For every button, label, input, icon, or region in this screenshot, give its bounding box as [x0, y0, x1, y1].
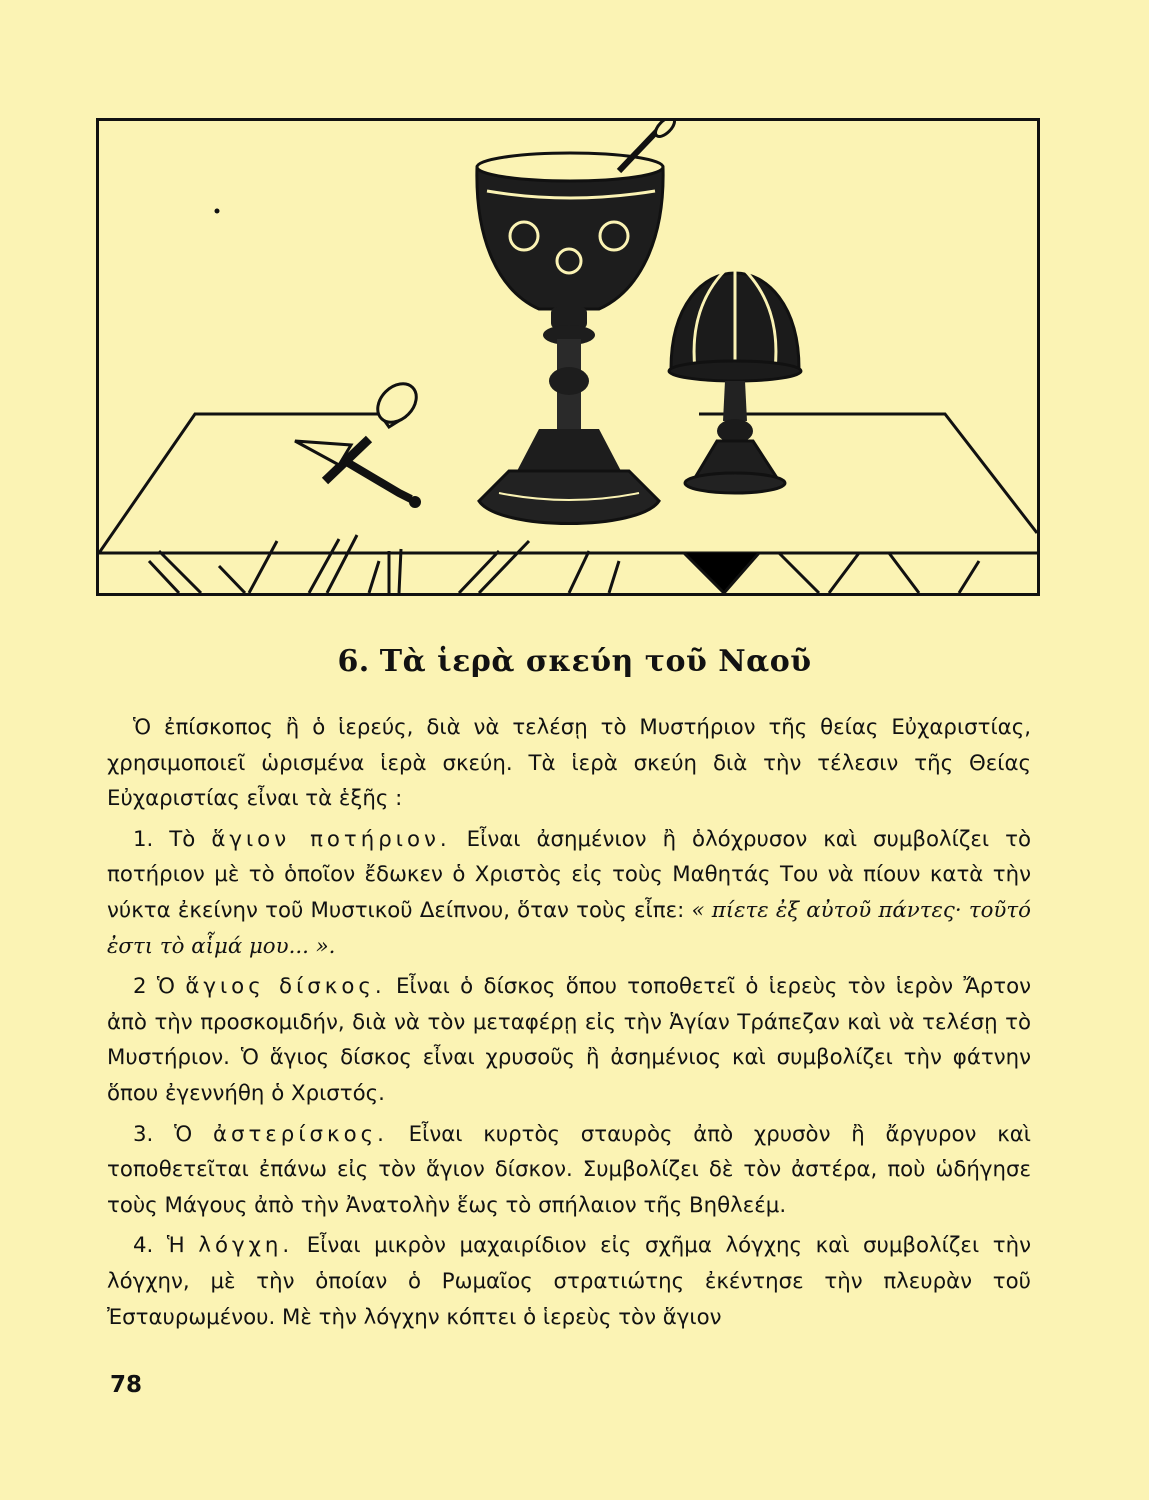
intro-paragraph: Ὁ ἐπίσκοπος ἢ ὁ ἱερεύς, διὰ νὰ τελέσῃ τὸ Μυστήριον τῆς θείας Εὐχαριστίας, χρησιμοποιεῖ ὡρισμένα ἱερὰ σκεύη. Τὰ ἱερὰ σκεύη διὰ τὴν τέλεσιν τῆς Θείας Εὐχαριστίας εἶναι τὰ ἑξῆς :	[107, 715, 1031, 812]
term-paten: ἅγιος δίσκος.	[185, 974, 386, 1000]
term-asterisk: ἀστερίσκος.	[212, 1121, 388, 1147]
lance	[295, 376, 424, 508]
vessels-drawing	[99, 121, 1037, 593]
section-number: 6.	[337, 644, 370, 679]
tablecloth-hatching	[149, 535, 979, 593]
vessels-illustration	[96, 118, 1040, 596]
paragraph-chalice: 1. Τὸ ἅγιον ποτήριον. Εἶναι ἀσημένιον ἢ ὁλόχρυσον καὶ συμβολίζει τὸ ποτήριον μὲ τὸ ὁποῖον ἔδωκεν ὁ Χριστὸς εἰς τοὺς Μαθητάς Του νὰ πίουν κατὰ τὴν νύκτα ἐκείνην τοῦ Μυστικοῦ Δείπνου, ὅταν τοὺς εἶπε: « πίετε ἐξ αὐτοῦ πάντες· τοῦτό ἐστι τὸ αἷμά μου... ».	[107, 826, 1031, 959]
paragraph-paten: 2 Ὁ ἅγιος δίσκος. Εἶναι ὁ δίσκος ὅπου τοποθετεῖ ὁ ἱερεὺς τὸν ἱερὸν Ἄρτον ἀπὸ τὴν προσκομιδήν, διὰ νὰ τὸν μεταφέρῃ εἰς τὴν Ἁγίαν Τράπεζαν καὶ νὰ τελέσῃ τὸ Μυστήριον. Ὁ ἅγιος δίσκος εἶναι χρυσοῦς ἢ ἀσημένιος καὶ συμβολίζει τὴν φάτνην ὅπου ἐγεννήθη ὁ Χριστός.	[107, 974, 1031, 1106]
section-title: Τὰ ἱερὰ σκεύη τοῦ Ναοῦ	[379, 644, 812, 679]
asterisk-dome	[669, 261, 801, 493]
section-heading	[0, 644, 1149, 679]
chalice	[477, 153, 663, 524]
paragraph-lance: 4. Ἡ λόγχη. Εἶναι μικρὸν μαχαιρίδιον εἰς σχῆμα λόγχης καὶ συμβολίζει τὴν λόγχην, μὲ τὴν ὁποίαν ὁ Ρωμαῖος στρατιώτης ἐκέντησε τὴν πλευρὰν τοῦ Ἐσταυρωμένου. Μὲ τὴν λόγχην κόπτει ὁ ἱερεὺς τὸν ἅγιον	[107, 1233, 1031, 1330]
term-lance: λόγχη.	[198, 1233, 294, 1259]
body-text	[107, 710, 1031, 1340]
page-number: 78	[110, 1372, 143, 1398]
paragraph-asterisk: 3. Ὁ ἀστερίσκος. Εἶναι κυρτὸς σταυρὸς ἀπὸ χρυσὸν ἢ ἄργυρον καὶ τοποθετεῖται ἐπάνω εἰς τὸν ἅγιον δίσκον. Συμβολίζει δὲ τὸν ἀστέρα, ποὺ ὡδήγησε τοὺς Μάγους ἀπὸ τὴν Ἀνατολὴν ἕως τὸ σπήλαιον τῆς Βηθλεέμ.	[107, 1121, 1032, 1218]
term-chalice: ἅγιον ποτήριον.	[211, 826, 451, 852]
scripture-quote: « πίετε ἐξ αὐτοῦ πάντες· τοῦτό ἐστι τὸ αἷμά μου... ».	[107, 897, 1031, 959]
